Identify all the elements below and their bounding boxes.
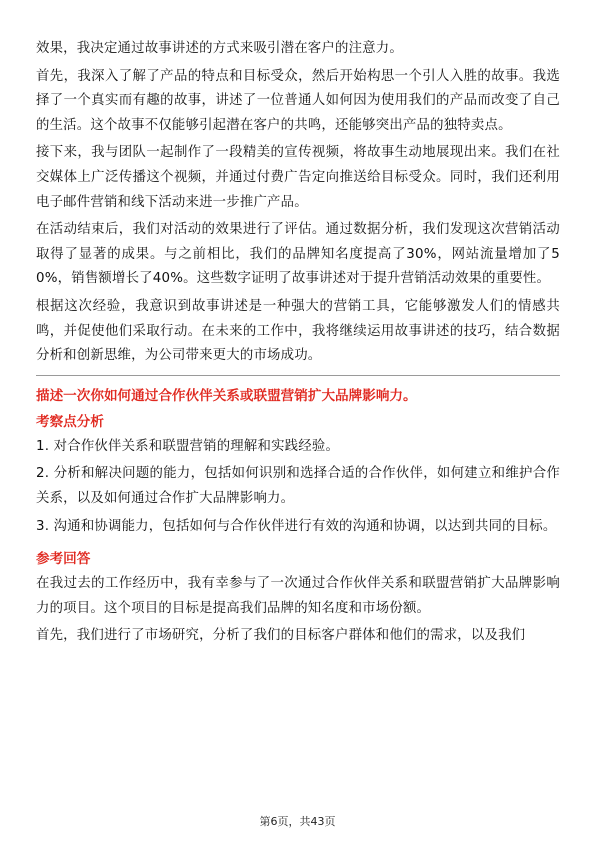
answer-heading: 参考回答 [36, 551, 91, 568]
body-paragraph: 根据这次经验，我意识到故事讲述是一种强大的营销工具，它能够激发人们的情感共鸣，并促使他们采取行动。在未来的工作中，我将继续运用故事讲述的技巧，结合数据分析和创新思维，为公司带来更大的市场成功。 [36, 298, 560, 364]
body-paragraph: 在活动结束后，我们对活动的效果进行了评估。通过数据分析，我们发现这次营销活动取得了显著的成果。与之前相比，我们的品牌知名度提高了30%，网站流量增加了50%，销售额增长了40%。这些数字证明了故事讲述对于提升营销活动效果的重要性。 [36, 222, 560, 287]
analysis-heading: 考察点分析 [36, 413, 104, 430]
body-paragraph: 效果，我决定通过故事讲述的方式来吸引潜在客户的注意力。 [36, 41, 403, 56]
analysis-item: 2. 分析和解决问题的能力，包括如何识别和选择合适的合作伙伴，如何建立和维护合作关系，以及如何通过合作扩大品牌影响力。 [36, 466, 560, 506]
analysis-item: 3. 沟通和协调能力，包括如何与合作伙伴进行有效的沟通和协调，以达到共同的目标。 [36, 518, 557, 534]
page-number-footer: 第6页，共43页 [259, 815, 336, 828]
body-paragraph: 首先，我深入了解了产品的特点和目标受众，然后开始构思一个引人入胜的故事。我选择了一个真实而有趣的故事，讲述了一位普通人如何因为使用我们的产品而改变了自己的生活。这个故事不仅能够引起潜在客户的共鸣，还能够突出产品的独特卖点。 [36, 68, 560, 133]
answer-paragraph: 首先，我们进行了市场研究，分析了我们的目标客户群体和他们的需求，以及我们 [36, 628, 526, 644]
section-divider [36, 375, 560, 376]
question-heading: 描述一次你如何通过合作伙伴关系或联盟营销扩大品牌影响力。 [36, 387, 417, 404]
answer-paragraph: 在我过去的工作经历中，我有幸参与了一次通过合作伙伴关系和联盟营销扩大品牌影响力的项目。这个项目的目标是提高我们品牌的知名度和市场份额。 [36, 576, 560, 616]
body-paragraph: 接下来，我与团队一起制作了一段精美的宣传视频，将故事生动地展现出来。我们在社交媒体上广泛传播这个视频，并通过付费广告定向推送给目标受众。同时，我们还利用电子邮件营销和线下活动来进一步推广产品。 [36, 145, 560, 210]
page-content [36, 37, 560, 652]
analysis-item: 1. 对合作伙伴关系和联盟营销的理解和实践经验。 [36, 438, 340, 454]
